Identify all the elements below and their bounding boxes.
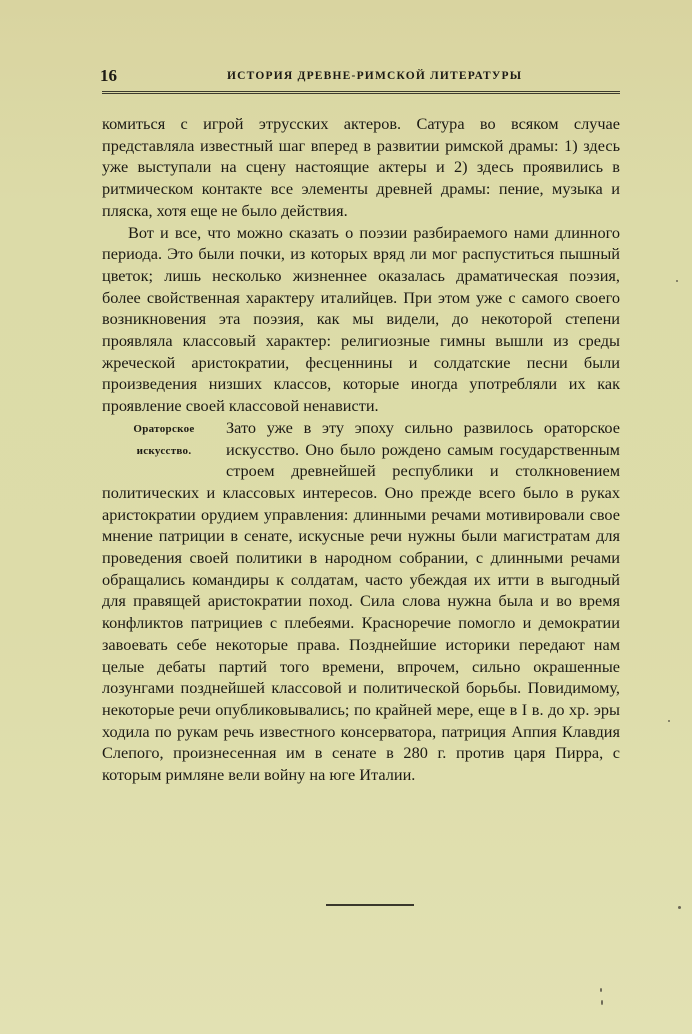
paragraph-3: Зато уже в эту эпоху сильно развилось ораторское искусство. Оно было рождено самым государственным строем древнейшей республики и столкновением политических и классовых интересов. Оно прежде всего было в руках аристократии орудием управления: длинными речами мотивировали свое мнение патриции в сенате, искусные речи нужны были магистратам для проведения своей политики в народном собрании, с длинными речами обращались командиры к солдатам, часто убеждая их итти в выгодный для правящей аристократии поход. Сила слова нужна была и во время конфликтов патрициев с плебеями. Красноречие помогло и демократии завоевать себе некоторые права. Позднейшие историки передают нам целые дебаты партий того времени, впрочем, сильно окрашенные лозунгами позднейшей классовой и политической борьбы. Повидимому, некоторые речи опубликовывались; по крайней мере, еще в I в. до хр. эры ходила по рукам речь известного консерватора, патриция Аппия Клавдия Слепого, произнесенная им в сенате в 280 г. против царя Пирра, с которым римляне вели войну на юге Италии. [102, 417, 620, 785]
paragraph-3-with-sidenote [102, 417, 620, 786]
paper-speck [601, 1000, 603, 1005]
paragraph-1: комиться с игрой этрусских актеров. Сатура во всяком случае представляла известный шаг вперед в развитии римской драмы: 1) здесь уже выступали на сцену настоящие актеры и 2) здесь проявились в ритмическом контакте все элементы древней драмы: пение, музыка и пляска, хотя еще не было действия. [102, 114, 620, 220]
paper-speck [678, 906, 681, 909]
body-text [102, 113, 620, 786]
header-double-rule [102, 91, 620, 94]
running-title: ИСТОРИЯ ДРЕВНЕ-РИМСКОЙ ЛИТЕРАТУРЫ [227, 70, 523, 82]
sidenote-line-1: Ораторское [133, 422, 195, 435]
chapter-end-rule [326, 904, 414, 906]
paragraph-2: Вот и все, что можно сказать о поэзии разбираемого нами длинного периода. Это были почки, из которых вряд ли мог распуститься пышный цветок; лишь несколько жизненнее оказалась драматическая поэзия, более свойственная характеру италийцев. При этом уже с самого своего возникновения эта поэзия, как мы видели, до некоторой степени проявляла классовый характер: религиозные гимны вышли из среды жреческой аристократии, фесценнины и солдатские песни были произведения низших классов, которые иногда употребляли их как проявление своей классовой ненависти. [102, 222, 620, 416]
page-number: 16 [100, 66, 117, 85]
paper-speck [600, 988, 602, 992]
sidenote-line-2: искусство. [136, 444, 192, 457]
paper-speck [668, 720, 670, 722]
book-page [100, 66, 650, 785]
running-head [100, 66, 650, 88]
margin-sidenote [102, 419, 226, 462]
paper-speck [676, 280, 678, 282]
